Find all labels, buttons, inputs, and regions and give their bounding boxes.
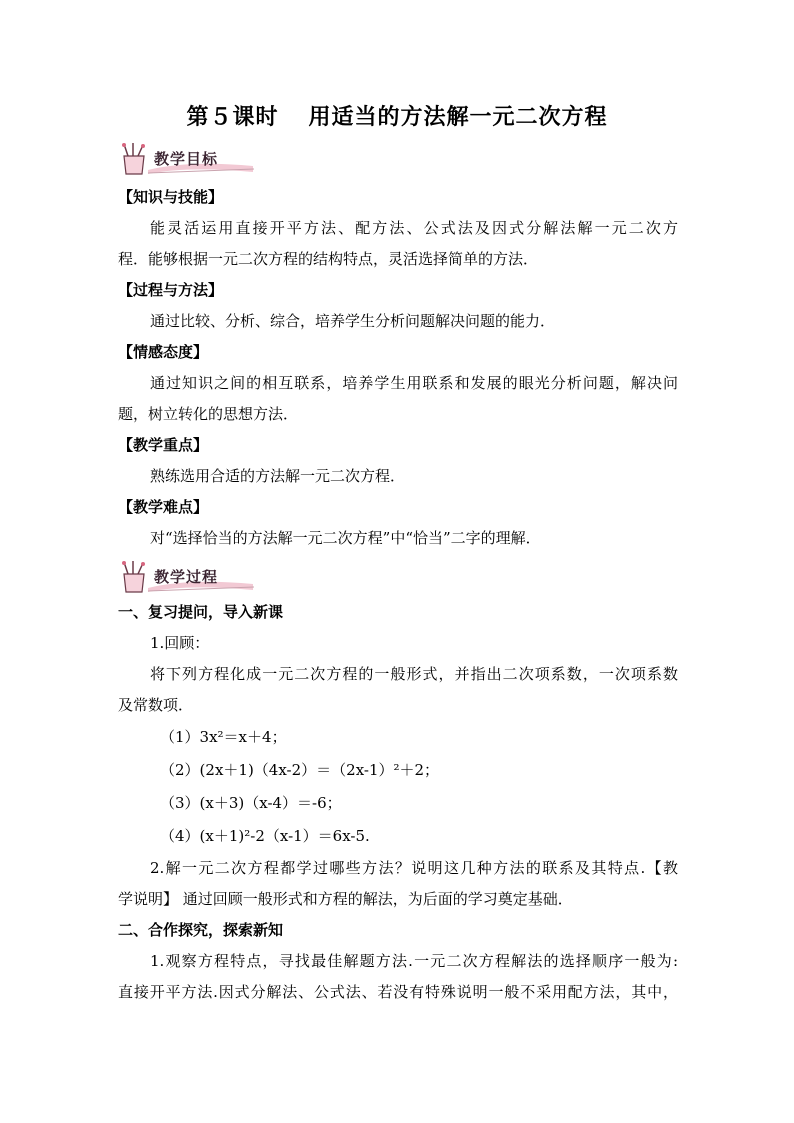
- equation-1: （1）3x²＝x＋4；: [160, 728, 287, 746]
- knowledge-text-line1: 能灵活运用直接开平方法、配方法、公式法及因式分解法解一元二次方: [150, 219, 678, 237]
- attitude-text-line2: 题，树立转化的思想方法．: [118, 405, 299, 423]
- knowledge-heading: 【知识与技能】: [118, 188, 224, 206]
- section-banner-label: 教学过程: [154, 568, 219, 586]
- review-text-line2: 及常数项．: [118, 696, 194, 714]
- question2-line2: 学说明】 通过回顾一般形式和方程的解法，为后面的学习奠定基础．: [118, 890, 573, 908]
- part1-heading: 一、复习提问，导入新课: [118, 603, 284, 621]
- title-topic: 用适当的方法解一元二次方程: [308, 104, 608, 130]
- explore-text-line1: 1.观察方程特点，寻找最佳解题方法.一元二次方程解法的选择顺序一般为:: [150, 952, 678, 970]
- title-lesson-number: 第５课时: [186, 104, 279, 130]
- part2-heading: 二、合作探究，探索新知: [118, 921, 284, 939]
- process-text-line1: 通过比较、分析、综合，培养学生分析问题解决问题的能力．: [150, 312, 556, 330]
- key-point-text: 熟练选用合适的方法解一元二次方程．: [150, 467, 406, 485]
- section-banner-process: [118, 560, 258, 594]
- equation-3: （3）(x＋3)（x-4）＝-6；: [160, 794, 342, 812]
- section-banner-label: 教学目标: [154, 150, 219, 168]
- equation-2: （2）(2x＋1)（4x-2）＝（2x-1）²＋2；: [160, 761, 440, 779]
- page-title: [0, 100, 794, 131]
- question2-line1: 2.解一元二次方程都学过哪些方法？说明这几种方法的联系及其特点.【教: [150, 859, 678, 877]
- difficulty-heading: 【教学难点】: [118, 498, 209, 516]
- review-label: 1.回顾：: [150, 634, 210, 652]
- key-point-heading: 【教学重点】: [118, 436, 209, 454]
- section-banner-objectives: [118, 142, 258, 176]
- attitude-text-line1: 通过知识之间的相互联系，培养学生用联系和发展的眼光分析问题，解决问: [150, 374, 678, 392]
- explore-text-line2: 直接开平方法.因式分解法、公式法、若没有特殊说明一般不采用配方法，其中，: [118, 983, 678, 1001]
- difficulty-text: 对“选择恰当的方法解一元二次方程”中“恰当”二字的理解．: [150, 529, 541, 547]
- review-text-line1: 将下列方程化成一元二次方程的一般形式，并指出二次项系数，一次项系数: [150, 665, 678, 683]
- equation-4: （4）(x＋1)²-2（x-1）＝6x-5.: [160, 827, 370, 845]
- knowledge-text-line2: 程．能够根据一元二次方程的结构特点，灵活选择简单的方法．: [118, 250, 539, 268]
- attitude-heading: 【情感态度】: [118, 343, 209, 361]
- process-heading: 【过程与方法】: [118, 281, 224, 299]
